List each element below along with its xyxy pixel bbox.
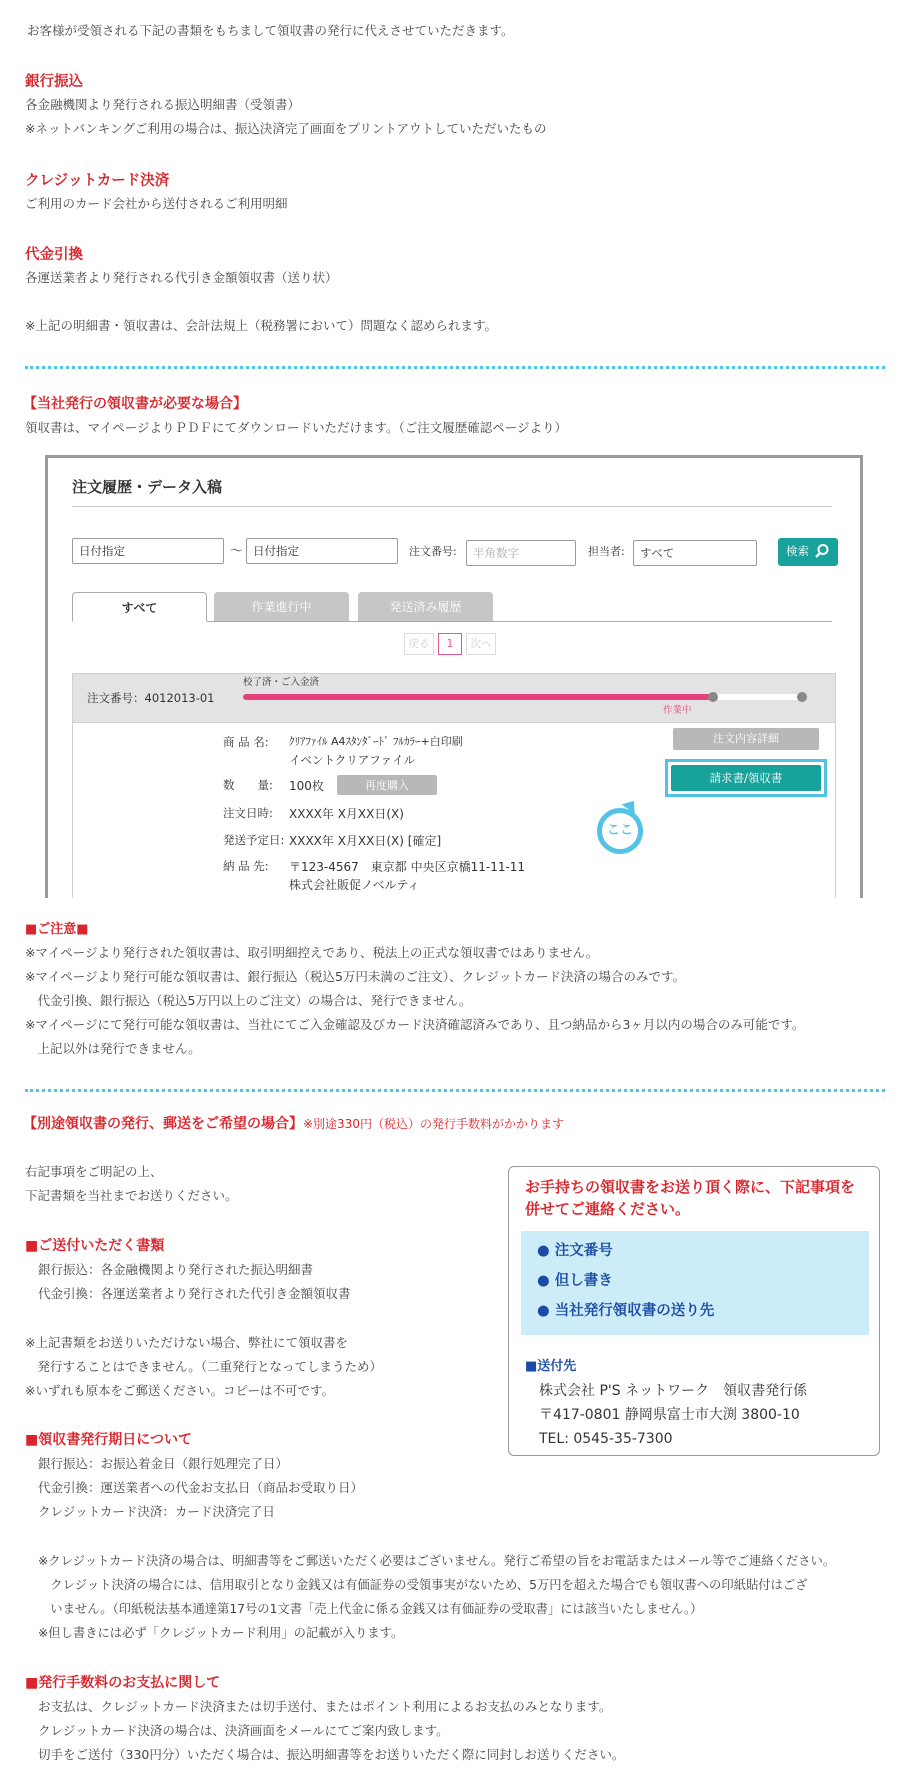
pager-current[interactable]: 1 (438, 633, 462, 655)
field-value-product: ｸﾘｱﾌｧｲﾙ A4ｽﾀﾝﾀﾞｰﾄﾞ ﾌﾙｶﾗｰ+白印刷 (289, 735, 463, 748)
section-bank-line-2: ※ネットバンキングご利用の場合は、振込決済完了画面をプリントアウトしていただいたもの (25, 121, 547, 136)
caution-line-4: ※マイページにて発行可能な領収書は、当社にてご入金確認及びカード決済確認済みであり、且つ納品から3ヶ月以内の場合のみ可能です。 (25, 1017, 805, 1032)
field-key-delivery: 納 品 先: (223, 859, 269, 873)
field-key-product: 商 品 名: (223, 735, 269, 749)
address-company: 株式会社 P'S ネットワーク 領収書発行係 (539, 1383, 808, 1399)
progress-end-dot (797, 692, 807, 702)
legal-note: ※上記の明細書・領収書は、会計法規上（税務署において）問題なく認められます。 (25, 318, 497, 333)
staff-select[interactable]: すべて (633, 540, 757, 566)
progress-label-end: 作業中 (663, 705, 692, 716)
dotted-divider-2 (25, 1089, 885, 1092)
order-number: 注文番号：4012013-01 (87, 691, 215, 705)
invoice-receipt-button[interactable]: 請求書/領収書 (671, 765, 821, 791)
separate-heading (23, 1114, 564, 1135)
fee-line-1: お支払は、クレジットカード決済または切手送付、またはポイント利用によるお支払のみとなります。 (38, 1699, 612, 1714)
order-details (72, 722, 836, 898)
docs-line-2: 代金引換：各運送業者より発行された代引き金額領収書 (38, 1286, 351, 1301)
separate-intro-1: 右記事項をご明記の上、 (25, 1164, 163, 1179)
docs-note-2: 発行することはできません。（二重発行となってしまうため） (25, 1359, 383, 1374)
section-title-credit: クレジットカード決済 (25, 173, 170, 189)
search-button-label: 検索 (786, 544, 809, 558)
required-item-address: ● 当社発行領収書の送り先 (537, 1303, 715, 1319)
field-key-quantity: 数 量: (223, 778, 273, 792)
order-detail-button[interactable]: 注文内容詳細 (673, 728, 819, 750)
field-key-ship-date: 発送予定日: (223, 833, 285, 847)
fee-line-2: クレジットカード決済の場合は、決済画面をメールにてご案内致します。 (38, 1723, 449, 1738)
search-icon (814, 543, 830, 559)
section-cod-line-1: 各運送業者より発行される代引き金額領収書（送り状） (25, 270, 338, 285)
date-line-3: クレジットカード決済：カード決済完了日 (38, 1504, 275, 1519)
title-divider (72, 506, 832, 507)
date-to-input[interactable]: 日付指定 (246, 538, 398, 564)
tab-shipped[interactable]: 発送済み履歴 (358, 592, 493, 622)
section-credit-line-1: ご利用のカード会社から送付されるご利用明細 (25, 196, 288, 211)
pager-next[interactable]: 次へ (466, 633, 496, 655)
company-receipt-title: 【当社発行の領収書が必要な場合】 (23, 396, 247, 412)
credit-note-4: ※但し書きには必ず「クレジットカード利用」の記載が入ります。 (38, 1626, 404, 1640)
date-title: ■領収書発行期日について (25, 1432, 192, 1448)
fee-title: ■発行手数料のお支払に関して (25, 1675, 221, 1691)
progress-fill (243, 694, 713, 700)
docs-line-1: 銀行振込：各金融機関より発行された振込明細書 (38, 1262, 314, 1277)
dotted-divider (25, 366, 885, 369)
callout-here: ここ (597, 808, 643, 854)
fee-line-3: 切手をご送付（330円分）いただく場合は、振込明細書等をお送りいただく際に同封しお送りください。 (38, 1747, 625, 1762)
order-history-title: 注文履歴・データ入稿 (72, 478, 223, 496)
credit-note-2: クレジット決済の場合には、信用取引となり金銭又は有価証券の受領事実がないため、5万円を超えた場合でも領収書への印紙貼付はござ (38, 1578, 808, 1592)
separate-title: 【別途領収書の発行、郵送をご希望の場合】 (23, 1116, 303, 1132)
date-range-tilde: ～ (230, 544, 244, 559)
field-key-order-date: 注文日時: (223, 806, 273, 820)
search-button[interactable] (778, 538, 838, 566)
order-no-input[interactable]: 半角数字 (466, 540, 576, 566)
order-header (72, 673, 836, 723)
date-from-input[interactable]: 日付指定 (72, 538, 224, 564)
field-value-quantity: 100枚 (289, 779, 324, 793)
mypage-screenshot (45, 455, 863, 898)
credit-note-3: いません。（印紙税法基本通達第17号の1文書「売上代金に係る金銭又は有価証券の受取書」には該当いたしません。） (38, 1602, 703, 1616)
section-title-bank: 銀行振込 (25, 74, 83, 90)
reorder-button[interactable]: 再度購入 (337, 775, 437, 795)
intro-text: お客様が受領される下記の書類をもちまして領収書の発行に代えさせていただきます。 (27, 23, 514, 38)
tab-in-progress[interactable]: 作業進行中 (214, 592, 349, 622)
address-tel: TEL: 0545-35-7300 (539, 1431, 673, 1447)
separate-fee-note: ※別途330円（税込）の発行手数料がかかります (303, 1117, 564, 1131)
contact-info-box (508, 1166, 880, 1456)
order-no-label: 注文番号: (409, 545, 457, 558)
docs-note-3: ※いずれも原本をご郵送ください。コピーは不可です。 (25, 1383, 334, 1398)
field-value-order-date: XXXX年 X月XX日(X) (289, 807, 404, 821)
caution-line-3: 代金引換、銀行振込（税込5万円以上のご注文）の場合は、発行できません。 (25, 993, 472, 1008)
field-value-delivery-name: 株式会社販促ノベルティ (289, 878, 420, 892)
address-postal: 〒417-0801 静岡県富士市大渕 3800-10 (539, 1407, 800, 1423)
caution-line-5: 上記以外は発行できません。 (25, 1041, 201, 1056)
date-line-1: 銀行振込：お振込着金日（銀行処理完了日） (38, 1456, 289, 1471)
section-title-cod: 代金引換 (25, 247, 83, 263)
field-value-ship-date: XXXX年 X月XX日(X) [確定] (289, 834, 442, 848)
required-items-panel (521, 1231, 869, 1335)
caution-line-1: ※マイページより発行された領収書は、取引明細控えであり、税法上の正式な領収書ではありません。 (25, 945, 599, 960)
caution-title: ■ご注意■ (25, 922, 89, 937)
required-item-note: ● 但し書き (537, 1273, 613, 1289)
company-receipt-desc: 領収書は、マイページよりＰＤＦにてダウンロードいただけます。（ご注文履歴確認ページより） (25, 420, 568, 435)
docs-title: ■ご送付いただく書類 (25, 1238, 165, 1254)
send-to-title: ■送付先 (525, 1359, 577, 1374)
tab-all[interactable]: すべて (72, 592, 207, 622)
section-bank-line-1: 各金融機関より発行される振込明細書（受領書） (25, 97, 301, 112)
docs-note-1: ※上記書類をお送りいただけない場合、弊社にて領収書を (25, 1335, 348, 1350)
credit-note-1: ※クレジットカード決済の場合は、明細書等をご郵送いただく必要はございません。発行ご希望の旨をお電話またはメール等でご連絡ください。 (38, 1554, 836, 1568)
required-item-order-no: ● 注文番号 (537, 1243, 613, 1259)
caution-line-2: ※マイページより発行可能な領収書は、銀行振込（税込5万円未満のご注文）、クレジットカード決済の場合のみです。 (25, 969, 685, 984)
field-value-delivery: 〒123-4567 東京都 中央区京橋11-11-11 (289, 860, 526, 874)
infobox-heading: お手持ちの領収書をお送り頂く際に、下記事項を併せてご連絡ください。 (525, 1178, 856, 1218)
field-value-product-name: イベントクリアファイル (289, 753, 416, 767)
progress-track (243, 694, 803, 700)
staff-label: 担当者: (588, 545, 625, 558)
pager-prev[interactable]: 戻る (404, 633, 434, 655)
date-line-2: 代金引換：運送業者への代金お支払日（商品お受取り日） (38, 1480, 364, 1495)
separate-intro-2: 下記書類を当社までお送りください。 (25, 1188, 238, 1203)
progress-current-dot (708, 692, 718, 702)
progress-label-start: 校了済・ご入金済 (243, 677, 320, 688)
